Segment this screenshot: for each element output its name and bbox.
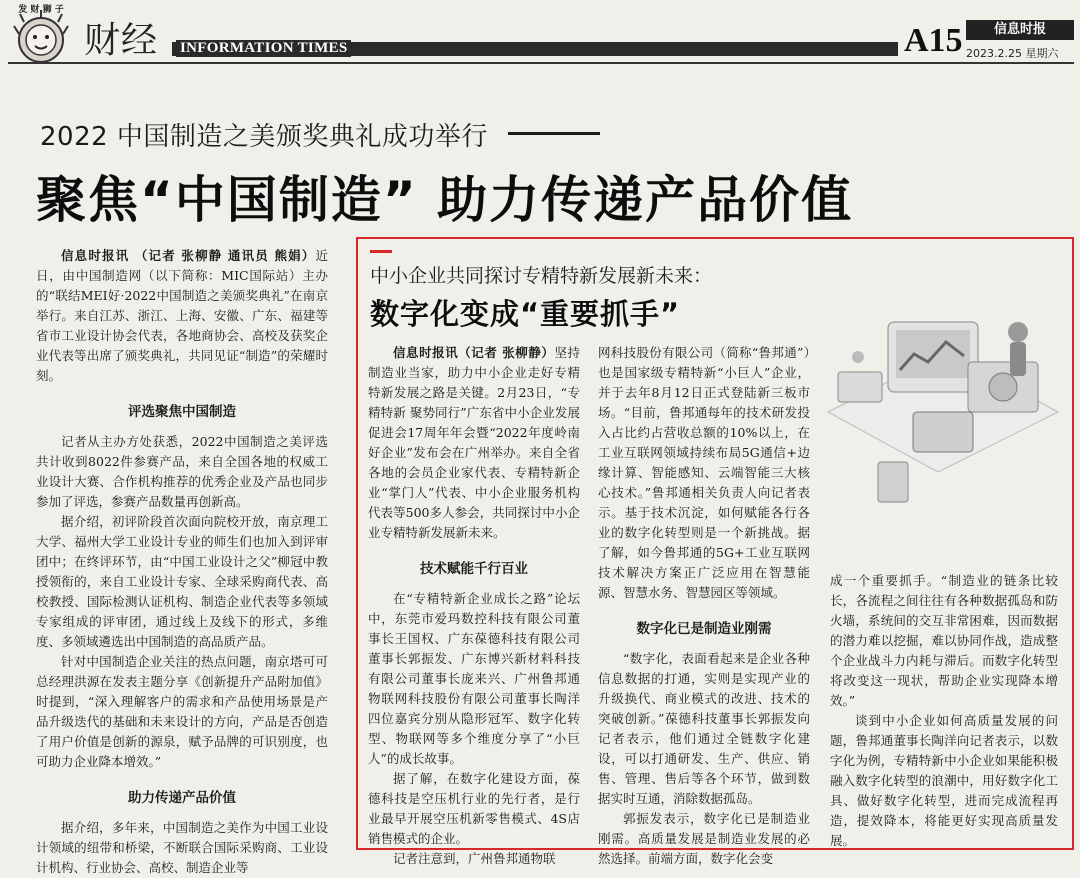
masthead-rule	[8, 62, 1074, 64]
paragraph: 据了解，在数字化建设方面，葆德科技是空压机行业的先行者，是行业最早开展空压机新零售模式、4S店销售模式的企业。	[368, 771, 580, 846]
box-column-2	[598, 343, 810, 869]
paragraph: 郭振发表示，数字化已是制造业刚需。高质量发展是制造业发展的必然选择。前端方面，数字化会变	[598, 811, 810, 866]
box-accent	[370, 250, 392, 253]
brand-name: 信息时报	[993, 22, 1046, 37]
digital-devices-illustration	[818, 262, 1066, 562]
paragraph: 坚持制造业当家，助力中小企业走好专精特新发展之路是关键。2月23日，“专精特新 聚势同行”广东省中小企业发展促进会17周年年会暨“2022年度岭南好企业”发布会在广州举办。来自全省各地的会员企业家代表、专精特新企业“掌门人”代表、中小企业服务机构代表等500多人参会，共同探讨中小企业专精特新发展新未来。	[368, 345, 580, 540]
page-number: A15	[904, 22, 963, 59]
box-column-3	[830, 571, 1058, 851]
left-article	[36, 246, 328, 878]
box-title: 数字化变成“重要抓手”	[370, 297, 681, 331]
brand-mark	[966, 20, 1074, 40]
subheading: 数字化已是制造业刚需	[636, 621, 772, 637]
paragraph: 针对中国制造企业关注的热点问题，南京塔可可总经理洪源在发表主题分享《创新提升产品附加值》时提到，“深入理解客户的需求和产品使用场景是产品升级迭代的基础和未来设计的方向，产品是否创造了用户价值是创新的源泉，赋予品牌的可识别度，也可助力企业降本增效。”	[36, 654, 328, 769]
box-kicker: 中小企业共同探讨专精特新发展新未来：	[370, 265, 713, 287]
headline-kicker: 2022 中国制造之美颁奖典礼成功举行	[40, 122, 488, 152]
subheading: 评选聚焦中国制造	[128, 404, 236, 420]
box-column-1	[368, 343, 580, 869]
paragraph: 网科技股份有限公司（简称“鲁邦通”）也是国家级专精特新“小巨人”企业，并于去年8月12日正式登陆新三板市场。“目前，鲁邦通每年的技术研发投入占比约占营收总额的10%以上，在工业互联网领域持续布局5G通信+边缘计算、智能感知、云端智能三大核心技术。”鲁邦通相关负责人向记者表示。基于技术沉淀，如何赋能各行各业的数字化转型则是一个新挑战。据了解，如今鲁邦通的5G+工业互联网技术解决方案正广泛应用在智慧能源、智慧水务、智慧园区等领域。	[598, 345, 810, 600]
section-english-title: INFORMATION TIMES	[176, 40, 351, 57]
kicker-dash	[508, 132, 600, 135]
paragraph: 据介绍，初评阶段首次面向院校开放，南京理工大学、福州大学工业设计专业的师生们也加入到评审团中；在终评环节，由“中国工业设计之父”柳冠中教授领衔的，来自工业设计专家、全球采购商代表、高校教授、国际检测认证机构、制造企业代表等多领域专家组成的评审团，通过线上及线下的形式，多维度、多领域遴选出中国制造的高品质产品。	[36, 514, 328, 649]
issue-date: 2023.2.25 星期六	[966, 47, 1059, 60]
paragraph: 记者注意到，广州鲁邦通物联	[393, 851, 556, 866]
mascot-caption: 发 财 狮 子	[18, 5, 64, 15]
paragraph: 近日，由中国制造网（以下简称：MIC国际站）主办的“联结MEI好·2022中国制造之美颁奖典礼”在南京举行。来自江苏、浙江、上海、安徽、广东、福建等省市工业设计协会代表，各地商协会、高校及获奖企业代表等出席了颁奖典礼，共同见证“制造”的荣耀时刻。	[36, 248, 328, 383]
headline-title: 聚焦“中国制造” 助力传递产品价值	[36, 171, 854, 229]
paragraph: 谈到中小企业如何高质量发展的问题，鲁邦通董事长陶洋向记者表示，以数字化为例，专精特新中小企业如果能积极融入数字化转型的浪潮中，用好数字化工具、做好数字化转型，进而完成流程再造，提效降本，将能更好实现高质量发展。	[830, 713, 1058, 848]
subheading: 技术赋能千行百业	[420, 561, 528, 577]
paragraph: 据介绍，多年来，中国制造之美作为中国工业设计领域的纽带和桥梁，不断联合国际采购商、工业设计机构、行业协会、高校、制造企业等	[36, 820, 328, 875]
section-title: 财经	[84, 20, 159, 61]
byline: 信息时报讯 （记者 张柳静 通讯员 熊娟）	[61, 248, 316, 263]
paragraph: 记者从主办方处获悉，2022中国制造之美评选共计收到8022件参赛产品，来自全国各地的权威工业设计大赛、合作机构推荐的优秀企业及产品也同步参加了评选，参赛产品数量再创新高。	[36, 434, 328, 509]
paragraph: 在“专精特新企业成长之路”论坛中，东莞市爱玛数控科技有限公司董事长王国权、广东葆德科技有限公司董事长郭振发、广东博兴新材料科技有限公司董事长庞来兴、广州鲁邦通物联网科技股份有限公司董事长陶洋四位嘉宾分别从隐形冠军、数字化转型、物联网等多个维度分享了“小巨人”的成长故事。	[368, 591, 580, 766]
subheading: 助力传递产品价值	[128, 790, 236, 806]
byline: 信息时报讯（记者 张柳静）	[393, 345, 555, 360]
paragraph: 成一个重要抓手。“制造业的链条比较长，各流程之间往往有各种数据孤岛和防火墙，系统间的交互非常困难，因而数据的潜力难以挖掘，难以协同作战，造成整个企业战斗力内耗与滞后。而数字化转型将改变这一现状，帮助企业实现降本增效。”	[830, 573, 1058, 708]
paragraph: “数字化，表面看起来是企业各种信息数据的打通，实则是实现产业的升级换代、商业模式的改进、技术的突破创新。”葆德科技董事长郭振发向记者表示，他们通过全链数字化建设，可以打通研发、生产、供应、销售、管理、售后等各个环节，做到数据实时互通，消除数据孤岛。	[598, 651, 810, 806]
